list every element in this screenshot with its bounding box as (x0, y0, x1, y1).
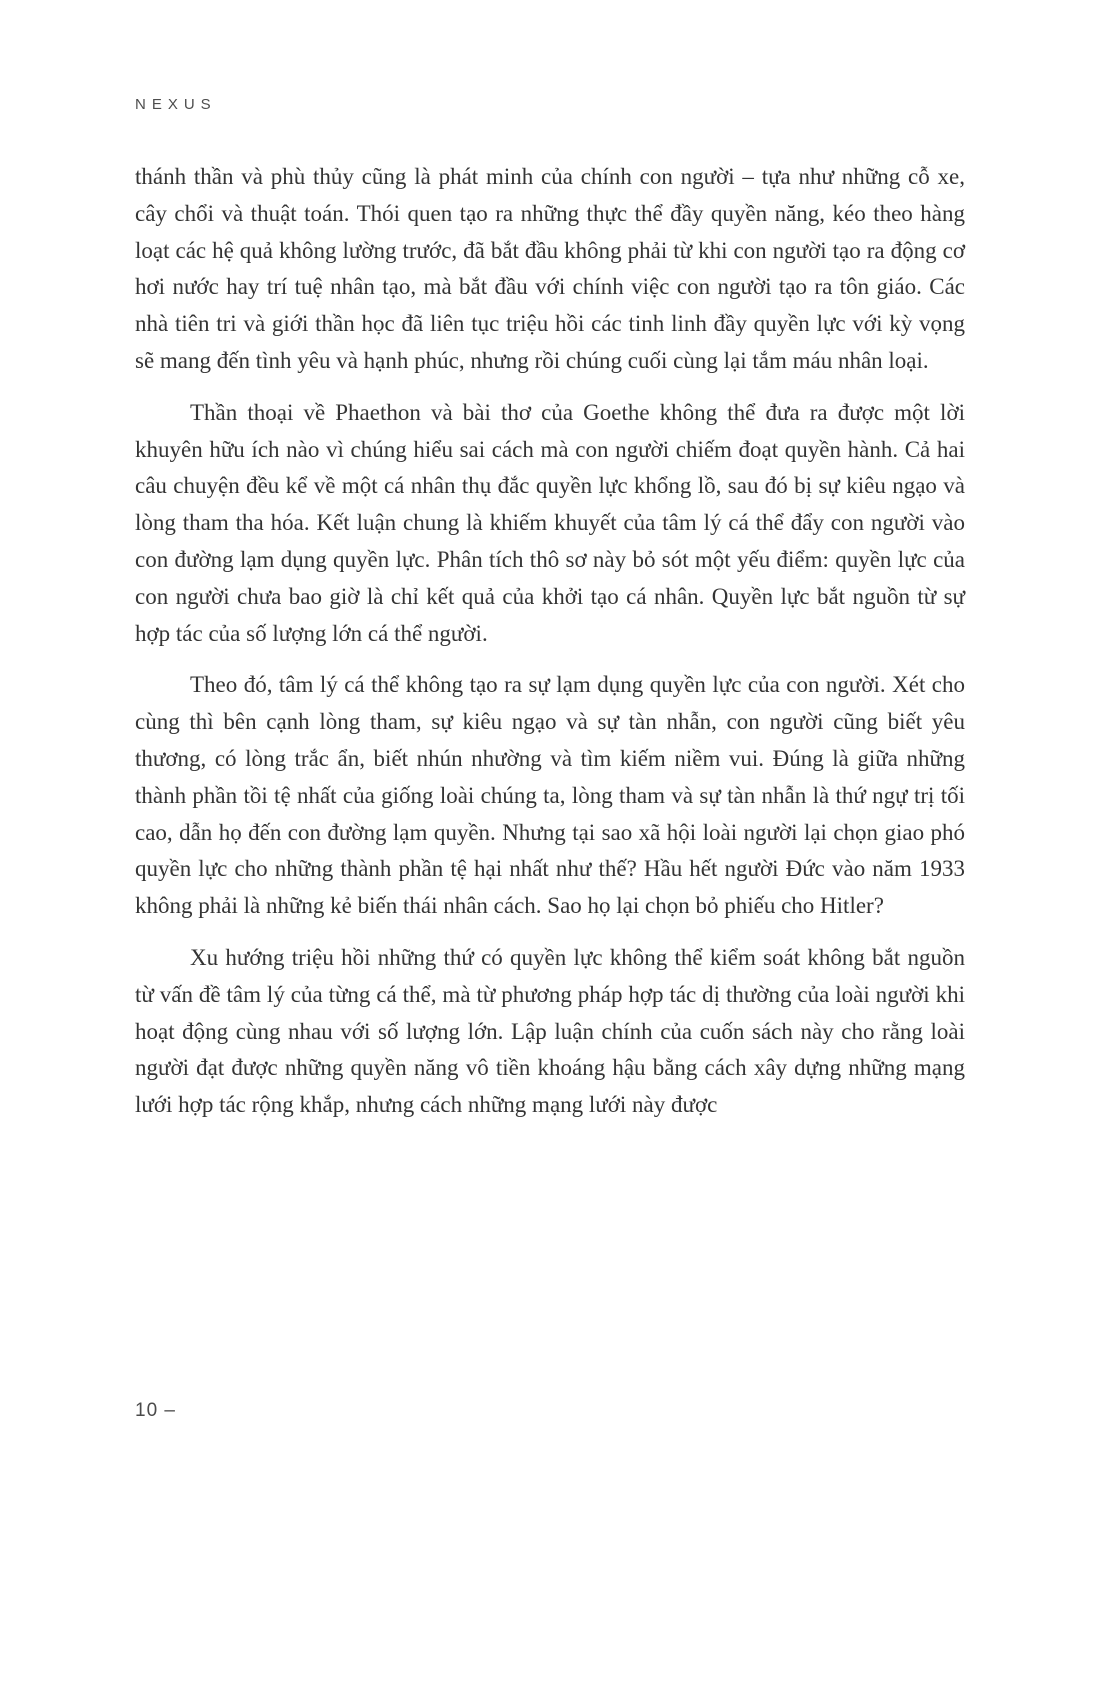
paragraph: Thần thoại về Phaethon và bài thơ của Goethe không thể đưa ra được một lời khuyên hữu ích nào vì chúng hiểu sai cách mà con người chiếm đoạt quyền hành. Cả hai câu chuyện đều kể về một cá nhân thụ đắc quyền lực khổng lồ, sau đó bị sự kiêu ngạo và lòng tham tha hóa. Kết luận chung là khiếm khuyết của tâm lý cá thể đẩy con người vào con đường lạm dụng quyền lực. Phân tích thô sơ này bỏ sót một yếu điểm: quyền lực của con người chưa bao giờ là chỉ kết quả của khởi tạo cá nhân. Quyền lực bắt nguồn từ sự hợp tác của số lượng lớn cá thể người. (135, 399, 965, 646)
page-number: 10 – (135, 1400, 176, 1421)
paragraph: thánh thần và phù thủy cũng là phát minh của chính con người – tựa như những cỗ xe, cây chổi và thuật toán. Thói quen tạo ra những thực thể đầy quyền năng, kéo theo hàng loạt các hệ quả không lường trước, đã bắt đầu không phải từ khi con người tạo ra động cơ hơi nước hay trí tuệ nhân tạo, mà bắt đầu với chính việc con người tạo ra tôn giáo. Các nhà tiên tri và giới thần học đã liên tục triệu hồi các tinh linh đầy quyền lực với kỳ vọng sẽ mang đến tình yêu và hạnh phúc, nhưng rồi chúng cuối cùng lại tắm máu nhân loại. (135, 164, 965, 373)
paragraph: Theo đó, tâm lý cá thể không tạo ra sự lạm dụng quyền lực của con người. Xét cho cùng thì bên cạnh lòng tham, sự kiêu ngạo và sự tàn nhẫn, con người cũng biết yêu thương, có lòng trắc ẩn, biết nhún nhường và tìm kiếm niềm vui. Đúng là giữa những thành phần tồi tệ nhất của giống loài chúng ta, lòng tham và sự tàn nhẫn là thứ ngự trị tối cao, dẫn họ đến con đường lạm quyền. Nhưng tại sao xã hội loài người lại chọn giao phó quyền lực cho những thành phần tệ hại nhất như thế? Hầu hết người Đức vào năm 1933 không phải là những kẻ biến thái nhân cách. Sao họ lại chọn bỏ phiếu cho Hitler? (135, 672, 965, 919)
running-header: NEXUS (135, 96, 217, 113)
page-body (135, 159, 965, 1124)
paragraph: Xu hướng triệu hồi những thứ có quyền lực không thể kiểm soát không bắt nguồn từ vấn đề tâm lý của từng cá thể, mà từ phương pháp hợp tác dị thường của loài người khi hoạt động cùng nhau với số lượng lớn. Lập luận chính của cuốn sách này cho rằng loài người đạt được những quyền năng vô tiền khoáng hậu bằng cách xây dựng những mạng lưới hợp tác rộng khắp, nhưng cách những mạng lưới này được (135, 944, 965, 1118)
